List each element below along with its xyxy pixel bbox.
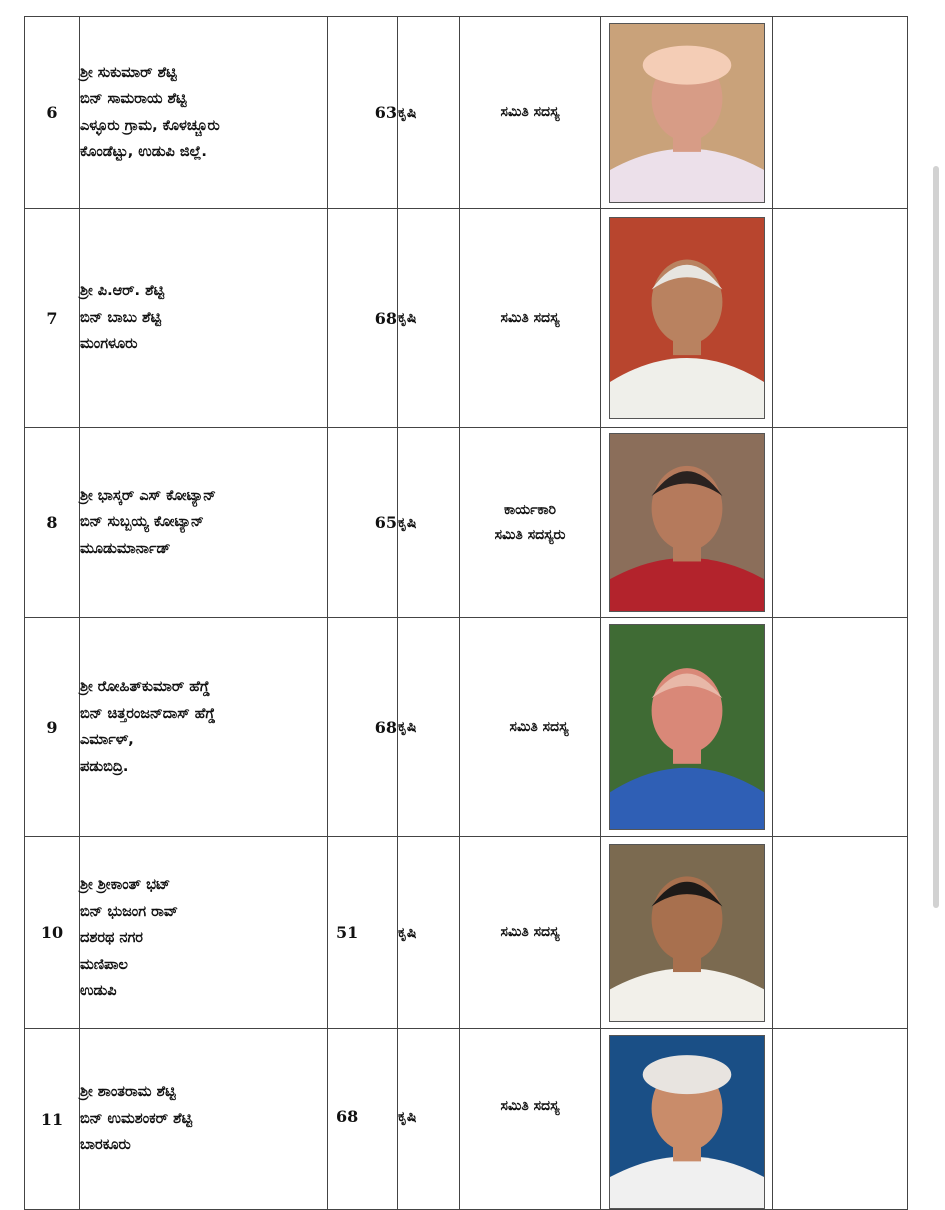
occupation: ಕೃಷಿ bbox=[398, 209, 460, 428]
name-line: ಶ್ರೀ ಶ್ರೀಕಾಂತ್ ಭಟ್ bbox=[80, 877, 171, 894]
table-row bbox=[25, 618, 908, 837]
table-row bbox=[25, 837, 908, 1029]
position-line: ಸಮಿತಿ ಸದಸ್ಯರು bbox=[494, 526, 566, 543]
photo-cell bbox=[601, 428, 773, 618]
age: 68 bbox=[328, 618, 398, 837]
position-line: ಸಮಿತಿ ಸದಸ್ಯ bbox=[509, 718, 569, 735]
name-line: ಬಿನ್ ಉಮಶಂಕರ್ ಶೆಟ್ಟಿ bbox=[80, 1110, 193, 1127]
empty-cell bbox=[773, 618, 908, 837]
member-photo bbox=[609, 1035, 765, 1209]
serial-number: 8 bbox=[25, 428, 80, 618]
member-photo bbox=[609, 217, 765, 419]
age: 68 bbox=[328, 1029, 398, 1210]
photo-cell bbox=[601, 1029, 773, 1210]
occupation: ಕೃಷಿ bbox=[398, 428, 460, 618]
member-photo bbox=[609, 433, 765, 612]
name-line: ಶ್ರೀ ಪಿ.ಆರ್. ಶೆಟ್ಟಿ bbox=[80, 283, 165, 300]
occupation: ಕೃಷಿ bbox=[398, 17, 460, 209]
member-name-address bbox=[80, 17, 328, 209]
photo-cell bbox=[601, 17, 773, 209]
name-line: ಬಿನ್ ಭುಜಂಗ ರಾವ್ bbox=[80, 903, 178, 920]
position-line: ಸಮಿತಿ ಸದಸ್ಯ bbox=[500, 924, 560, 940]
member-photo bbox=[609, 624, 765, 830]
name-line: ಬಿನ್ ಚಿತ್ತರಂಜನ್‌ದಾಸ್ ಹೆಗ್ಡೆ bbox=[80, 705, 216, 722]
position bbox=[460, 17, 601, 209]
name-line: ಬಿನ್ ಸಾಮರಾಯ ಶೆಟ್ಟಿ bbox=[80, 91, 187, 107]
member-name-address bbox=[80, 209, 328, 428]
age: 63 bbox=[328, 17, 398, 209]
position-line: ಸಮಿತಿ ಸದಸ್ಯ bbox=[500, 1098, 560, 1114]
age: 51 bbox=[328, 837, 398, 1029]
occupation: ಕೃಷಿ bbox=[398, 618, 460, 837]
member-photo bbox=[609, 844, 765, 1022]
position bbox=[460, 1029, 601, 1210]
name-line: ಶ್ರೀ ಭಾಸ್ಕರ್ ಎಸ್ ಕೋಟ್ಯಾನ್ bbox=[80, 487, 216, 504]
position-line: ಸಮಿತಿ ಸದಸ್ಯ bbox=[500, 309, 560, 326]
position-line: ಕಾರ್ಯಕಾರಿ bbox=[503, 501, 557, 518]
occupation: ಕೃಷಿ bbox=[398, 1029, 460, 1210]
photo-cell bbox=[601, 618, 773, 837]
occupation: ಕೃಷಿ bbox=[398, 837, 460, 1029]
address-line: ದಶರಥ ನಗರ bbox=[80, 930, 143, 947]
name-line: ಶ್ರೀ ರೋಹಿತ್‌ಕುಮಾರ್ ಹೆಗ್ಡೆ bbox=[80, 679, 210, 695]
address-line: ಎರ್ಮಾಳ್, bbox=[80, 732, 134, 748]
address-line: ಕೊಂಡೆಟ್ಟು, ಉಡುಪಿ ಜಿಲ್ಲೆ. bbox=[80, 144, 207, 160]
empty-cell bbox=[773, 209, 908, 428]
address-line: ಬಾರಕೂರು bbox=[80, 1137, 131, 1154]
serial-number: 7 bbox=[25, 209, 80, 428]
position bbox=[460, 428, 601, 618]
table-row bbox=[25, 1029, 908, 1210]
empty-cell bbox=[773, 837, 908, 1029]
photo-cell bbox=[601, 837, 773, 1029]
empty-cell bbox=[773, 1029, 908, 1210]
serial-number: 11 bbox=[25, 1029, 80, 1210]
position bbox=[460, 618, 601, 837]
member-name-address bbox=[80, 1029, 328, 1210]
photo-turban bbox=[642, 1055, 731, 1094]
table-row bbox=[25, 17, 908, 209]
serial-number: 10 bbox=[25, 837, 80, 1029]
address-line: ಮೂಡುಮಾರ್ನಾಡ್ bbox=[80, 540, 171, 557]
members-table bbox=[24, 16, 908, 1210]
address-line: ಉಡುಪಿ bbox=[80, 983, 117, 1000]
position-line: ಸಮಿತಿ ಸದಸ್ಯ bbox=[500, 104, 560, 120]
position bbox=[460, 837, 601, 1029]
serial-number: 9 bbox=[25, 618, 80, 837]
position bbox=[460, 209, 601, 428]
empty-cell bbox=[773, 17, 908, 209]
serial-number: 6 bbox=[25, 17, 80, 209]
member-name-address bbox=[80, 837, 328, 1029]
address-line: ಎಳ್ಳೂರು ಗ್ರಾಮ, ಕೊಳಚ್ಚೂರು bbox=[80, 117, 220, 134]
name-line: ಬಿನ್ ಸುಬ್ಬಯ್ಯ ಕೋಟ್ಯಾನ್ bbox=[80, 514, 204, 531]
empty-cell bbox=[773, 428, 908, 618]
table-row bbox=[25, 428, 908, 618]
address-line: ಮಣಿಪಾಲ bbox=[80, 956, 128, 973]
table-row bbox=[25, 209, 908, 428]
name-line: ಶ್ರೀ ಶಾಂತರಾಮ ಶೆಟ್ಟಿ bbox=[80, 1084, 176, 1101]
member-name-address bbox=[80, 618, 328, 837]
name-line: ಬಿನ್ ಬಾಬು ಶೆಟ್ಟಿ bbox=[80, 309, 162, 326]
vertical-scrollbar[interactable] bbox=[933, 166, 939, 908]
age: 68 bbox=[328, 209, 398, 428]
photo-cell bbox=[601, 209, 773, 428]
member-photo bbox=[609, 23, 765, 203]
address-line: ಮಂಗಳೂರು bbox=[80, 336, 138, 353]
photo-turban bbox=[642, 45, 731, 84]
age: 65 bbox=[328, 428, 398, 618]
name-line: ಶ್ರೀ ಸುಕುಮಾರ್ ಶೆಟ್ಟಿ bbox=[80, 64, 177, 81]
member-name-address bbox=[80, 428, 328, 618]
address-line: ಪಡುಬಿದ್ರಿ. bbox=[80, 758, 129, 775]
